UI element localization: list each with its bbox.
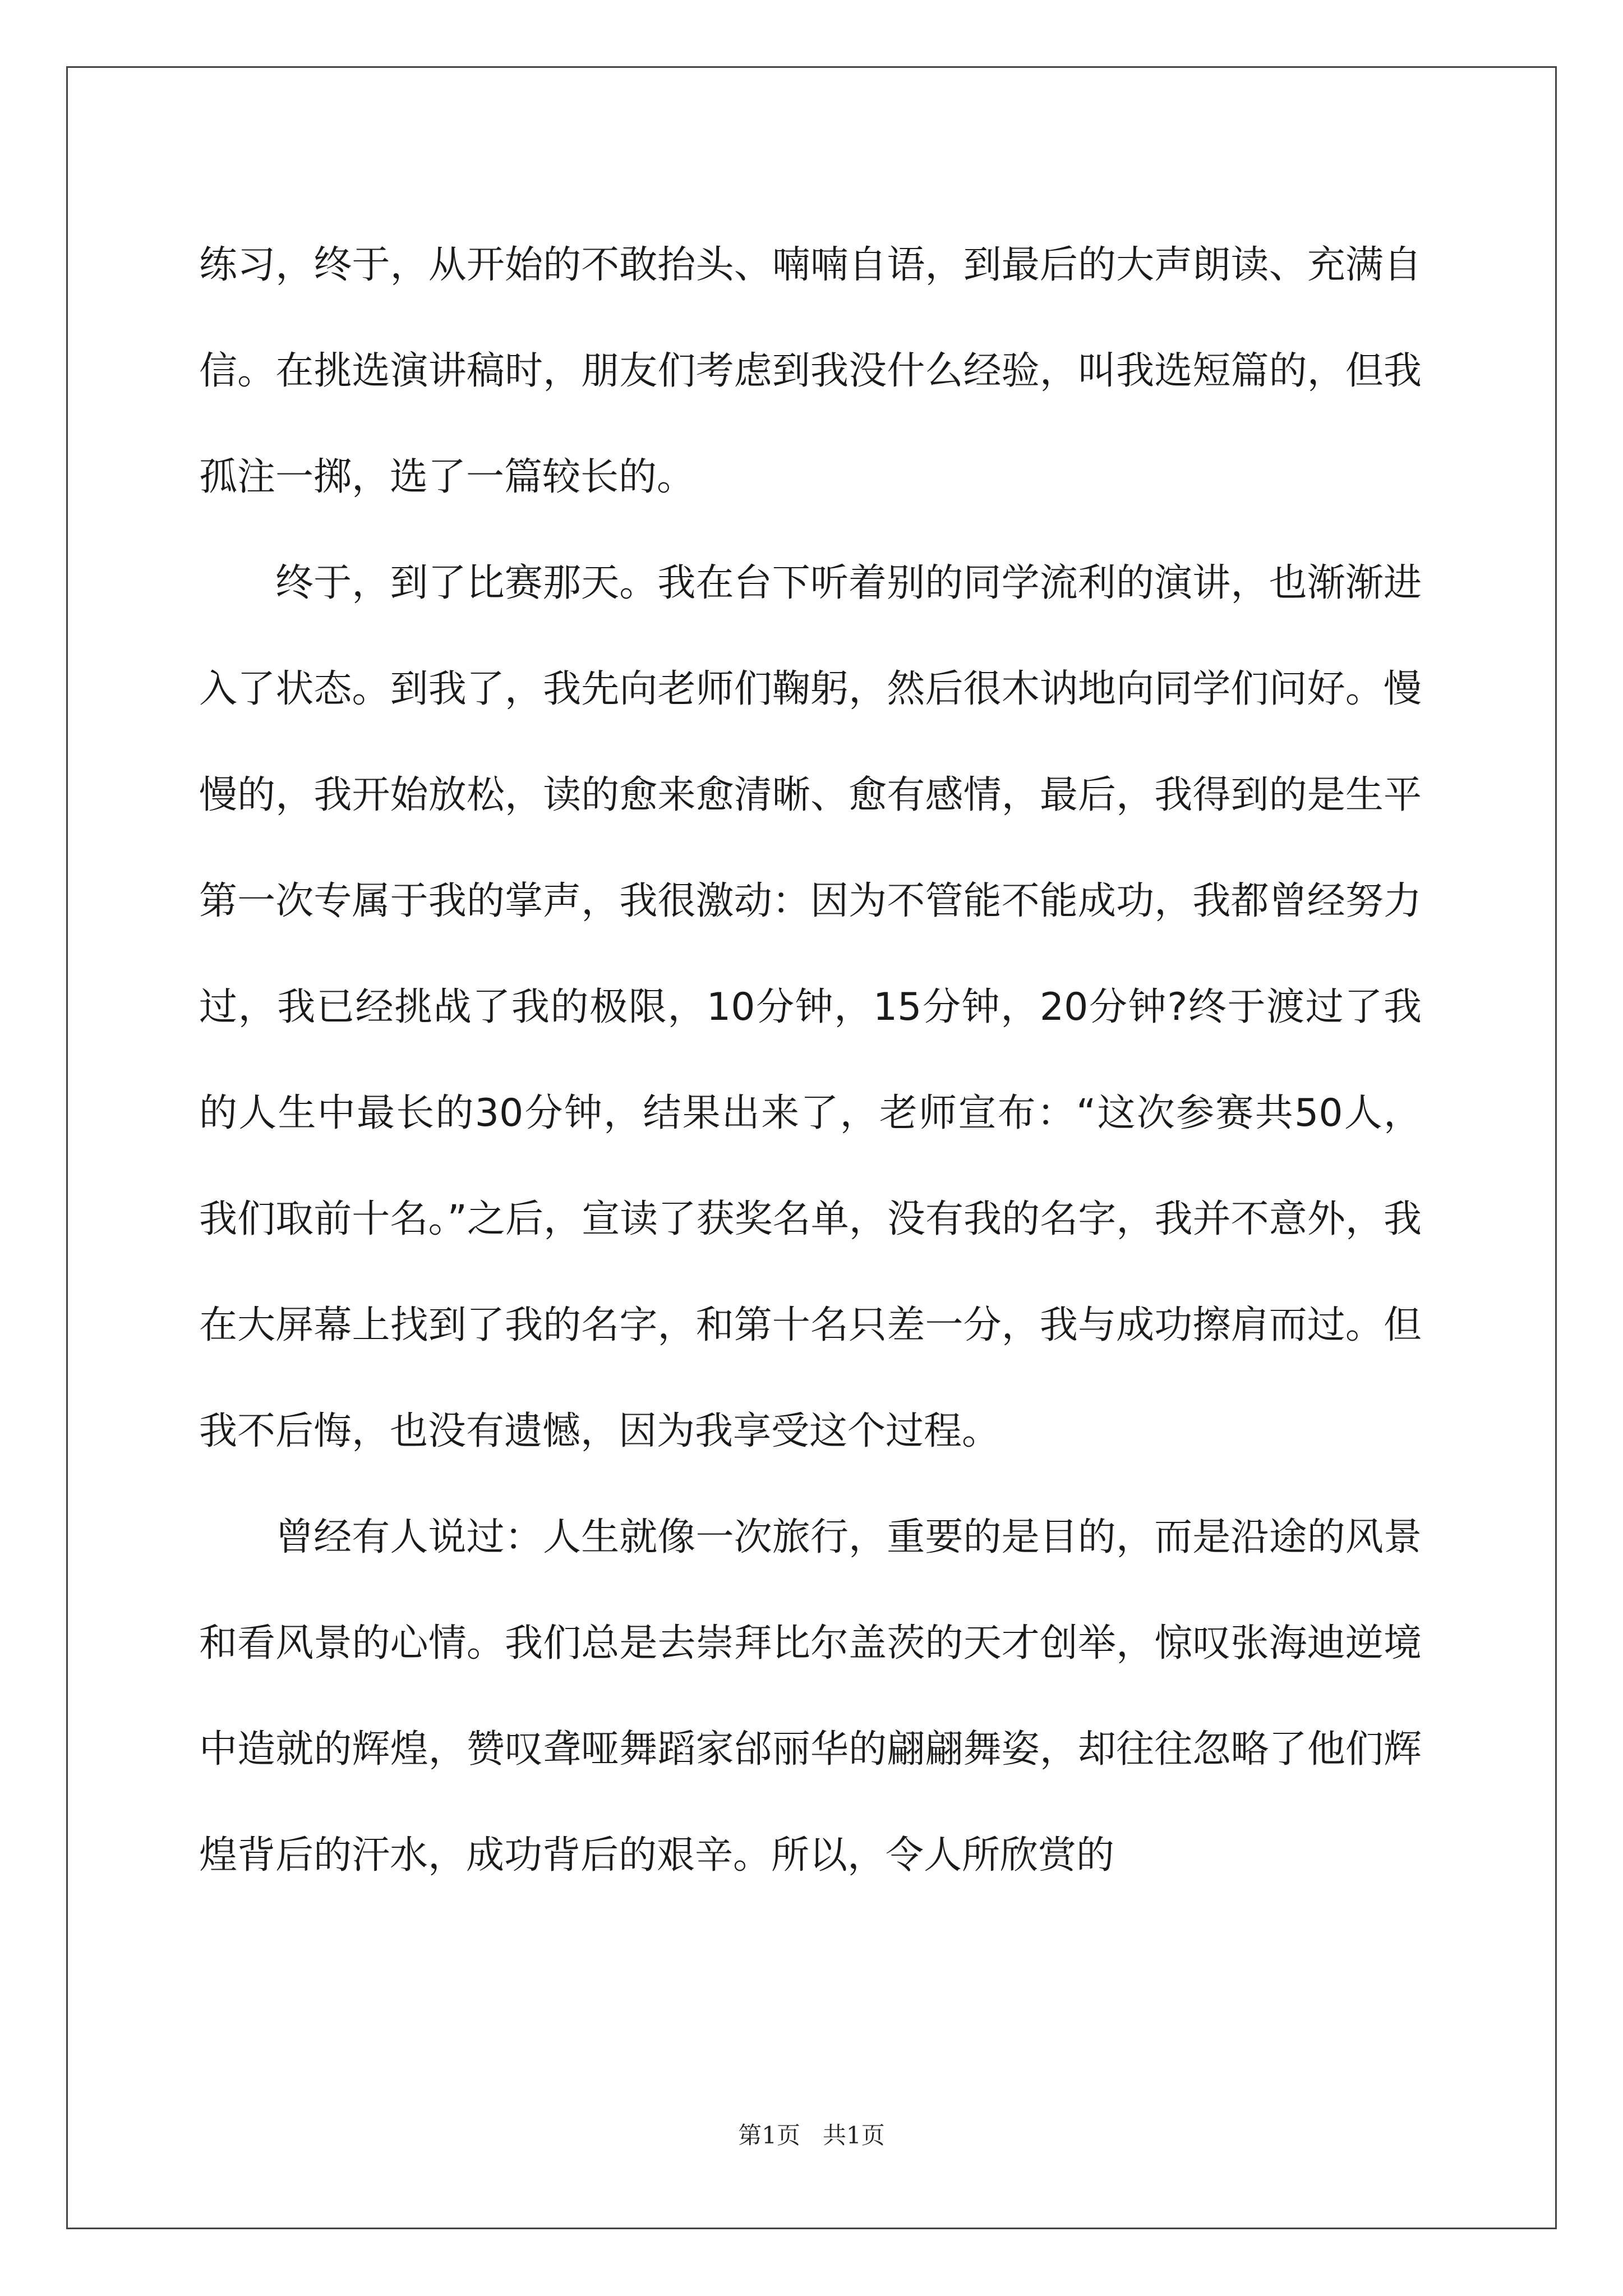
document-body — [199, 212, 1422, 1908]
paragraph-2: 终于，到了比赛那天。我在台下听着别的同学流利的演讲，也渐渐进入了状态。到我了，我先向老师们鞠躬，然后很木讷地向同学们问好。慢慢的，我开始放松，读的愈来愈清晰、愈有感情，最后，我得到的是生平第一次专属于我的掌声，我很激动：因为不管能不能成功，我都曾经努力过，我已经挑战了我的极限，10分钟，15分钟，20分钟?终于渡过了我的人生中最长的30分钟，结果出来了，老师宣布：“这次参赛共50人，我们取前十名。”之后，宣读了获奖名单，没有我的名字，我并不意外，我在大屏幕上找到了我的名字，和第十名只差一分，我与成功擦肩而过。但我不后悔，也没有遗憾，因为我享受这个过程。 — [199, 561, 1422, 1453]
page-total: 共1页 — [823, 2122, 885, 2149]
paragraph-1: 练习，终于，从开始的不敢抬头、喃喃自语，到最后的大声朗读、充满自信。在挑选演讲稿时，朋友们考虑到我没什么经验，叫我选短篇的，但我孤注一掷，选了一篇较长的。 — [199, 243, 1422, 499]
page-number: 第1页 — [738, 2122, 800, 2149]
paragraph-3: 曾经有人说过：人生就像一次旅行，重要的是目的，而是沿途的风景和看风景的心情。我们总是去崇拜比尔盖茨的天才创举，惊叹张海迪逆境中造就的辉煌，赞叹聋哑舞蹈家邰丽华的翩翩舞姿，却往往忽略了他们辉煌背后的汗水，成功背后的艰辛。所以，令人所欣赏的 — [199, 1515, 1422, 1878]
page-footer — [0, 2117, 1623, 2151]
